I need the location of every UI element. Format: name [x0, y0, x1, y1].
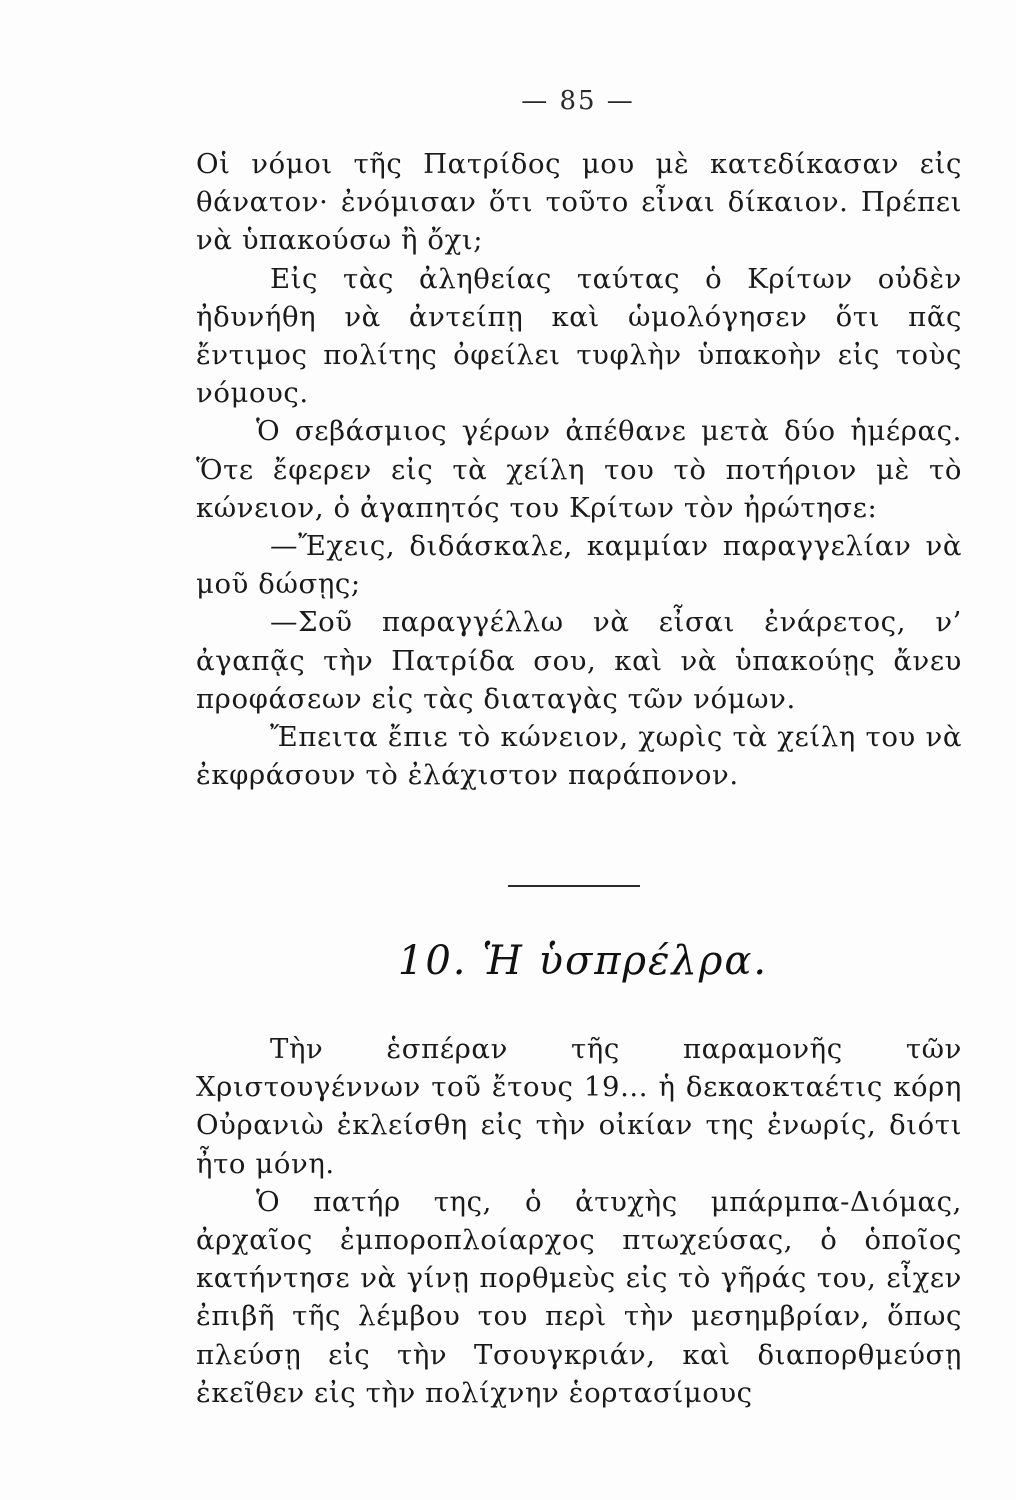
page-number: — 85 —	[521, 86, 635, 116]
paragraph-kriton-question: —Ἔχεις, διδάσκαλε, καμμίαν παραγγελίαν νὰ μοῦ δώσῃς;	[196, 530, 962, 601]
paragraph-laws-of-fatherland: Οἱ νόμοι τῆς Πατρίδος μου μὲ κατεδίκασαν εἰς θάνατον· ἐνόμισαν ὅτι τοῦτο εἶναι δίκαιον. Πρέπει νὰ ὑπακούσω ἢ ὄχι;	[196, 148, 962, 257]
section-divider	[508, 885, 640, 887]
paragraph-socrates-answer: —Σοῦ παραγγέλλω νὰ εἶσαι ἐνάρετος, ν’ ἀγαπᾷς τὴν Πατρίδα σου, καὶ νὰ ὑπακούῃς ἄνευ προφάσεων εἰς τὰς διαταγὰς τῶν νόμων.	[196, 606, 962, 715]
paragraph-christmas-eve: Τὴν ἑσπέραν τῆς παραμονῆς τῶν Χριστουγέννων τοῦ ἔτους 19... ἡ δεκαοκταέτις κόρη Οὐρανιὼ ἐκλείσθη εἰς τὴν οἰκίαν της ἐνωρίς, διότι ἦτο μόνη.	[196, 1033, 962, 1180]
paragraph-drank-hemlock: Ἔπειτα ἔπιε τὸ κώνειον, χωρὶς τὰ χείλη του νὰ ἐκφράσουν τὸ ἐλάχιστον παράπονον.	[196, 721, 962, 792]
paragraph-old-man-died: Ὁ σεβάσμιος γέρων ἀπέθανε μετὰ δύο ἡμέρας. Ὅτε ἔφερεν εἰς τὰ χείλη του τὸ ποτήριον μὲ τὸ κώνειον, ὁ ἀγαπητός του Κρίτων τὸν ἠρώτησε:	[196, 415, 962, 524]
section-2-text	[196, 1030, 962, 1412]
chapter-heading: 10. Ἡ ὑσπρέλρα.	[397, 938, 769, 984]
section-1-text	[196, 145, 962, 794]
paragraph-kriton-agrees: Εἰς τὰς ἀληθείας ταύτας ὁ Κρίτων οὐδὲν ἠδυνήθη νὰ ἀντείπῃ καὶ ὡμολόγησεν ὅτι πᾶς ἔντιμος πολίτης ὀφείλει τυφλὴν ὑπακοὴν εἰς τοὺς νόμους.	[196, 262, 962, 410]
paragraph-father-diomas: Ὁ πατήρ της, ὁ ἀτυχὴς μπάρμπα-Διόμας, ἀρχαῖος ἐμποροπλοίαρχος πτωχεύσας, ὁ ὁποῖος κατήντησε νὰ γίνῃ πορθμεὺς εἰς τὸ γῆράς του, εἶχεν ἐπιβῆ τῆς λέμβου του περὶ τὴν μεσημβρίαν, ὅπως πλεύσῃ εἰς τὴν Τσουγκριάν, καὶ διαπορθμεύσῃ ἐκεῖθεν εἰς τὴν πολίχνην ἑορτασίμους	[196, 1185, 962, 1409]
